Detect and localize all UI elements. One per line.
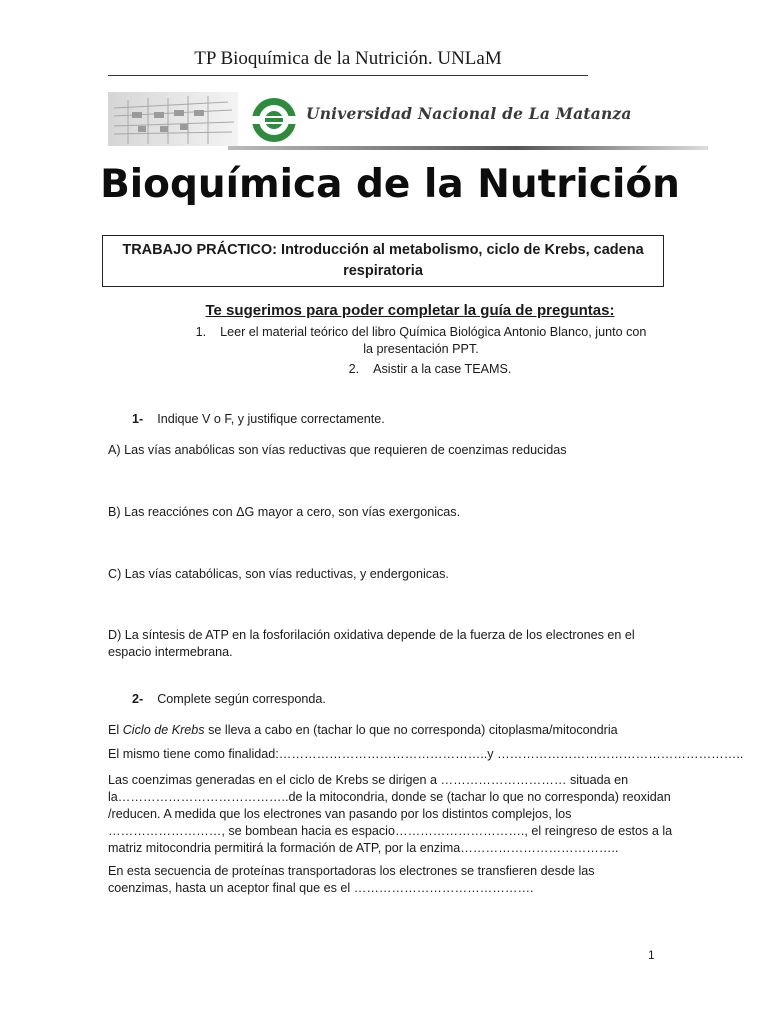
- fill-paragraph-4: [108, 863, 668, 897]
- statement-b: B) Las reacciónes con ΔG mayor a cero, son vías exergonicas.: [108, 505, 461, 519]
- running-header: TP Bioquímica de la Nutrición. UNLaM: [194, 48, 502, 69]
- page-title: Bioquímica de la Nutrición: [100, 162, 680, 207]
- campus-photo: [108, 92, 238, 146]
- statement-d-line-1: D) La síntesis de ATP en la fosforilación oxidativa depende de la fuerza de los electrones en el: [108, 628, 635, 642]
- university-banner: [108, 88, 708, 156]
- question-1-heading: [132, 411, 385, 428]
- p4-line: En esta secuencia de proteínas transportadoras los electrones se transfieren desde las: [108, 864, 595, 878]
- header-divider: [108, 75, 588, 76]
- p3-line: la…………………………………..de la mitocondria, donde se (tachar lo que no corresponda) reoxidan: [108, 790, 671, 804]
- p3-line: matriz mitocondria permitirá la formación de ATP, por la enzima………………………………..: [108, 841, 619, 855]
- question-number: 1-: [132, 412, 144, 426]
- university-name: Universidad Nacional de La Matanza: [306, 104, 632, 123]
- tp-topic-line-2: respiratoria: [343, 263, 423, 279]
- practical-work-box: [102, 235, 664, 287]
- banner-rule: [228, 146, 708, 150]
- suggestion-text-cont: la presentación PPT.: [363, 342, 479, 356]
- suggestion-item-2: [300, 361, 560, 378]
- suggestion-text: Leer el material teórico del libro Química Biológica Antonio Blanco, junto con: [220, 325, 647, 339]
- suggestion-text: Asistir a la case TEAMS.: [373, 362, 512, 376]
- fill-paragraph-3: [108, 772, 673, 857]
- suggestions-title: Te sugerimos para poder completar la guía de preguntas:: [205, 302, 615, 319]
- fill-paragraph-1: [108, 722, 668, 739]
- question-prompt: Indique V o F, y justifique correctamente.: [157, 412, 385, 426]
- suggestion-item-1: [186, 324, 656, 358]
- unlam-logo-icon: [250, 98, 298, 142]
- krebs-term: Ciclo de Krebs: [122, 723, 205, 737]
- tp-label: TRABAJO PRÁCTICO:: [122, 242, 278, 258]
- list-number: 1.: [195, 325, 207, 339]
- p3-line: Las coenzimas generadas en el ciclo de Krebs se dirigen a ………………………… situada en: [108, 773, 629, 787]
- tp-line-1: [103, 240, 663, 261]
- page-number: 1: [648, 948, 655, 962]
- p1-before: El: [108, 723, 123, 737]
- statement-d: [108, 627, 668, 661]
- statement-d-line-2: espacio intermebrana.: [108, 645, 233, 659]
- p3-line: /reducen. A medida que los electrones van pasando por los distintos complejos, los: [108, 807, 572, 821]
- question-prompt: Complete según corresponda.: [157, 692, 326, 706]
- question-number: 2-: [132, 692, 144, 706]
- p3-line: ………………………, se bombean hacia es espacio…………………………., el reingreso de estos a la: [108, 824, 673, 838]
- list-number: 2.: [348, 362, 360, 376]
- fill-paragraph-2: El mismo tiene como finalidad:…………………………………………..y …………………………………………………..: [108, 747, 744, 761]
- statement-c: C) Las vías catabólicas, son vías reductivas, y endergonicas.: [108, 567, 449, 581]
- question-2-heading: [132, 691, 326, 708]
- statement-a: A) Las vías anabólicas son vías reductivas que requieren de coenzimas reducidas: [108, 443, 567, 457]
- p1-after: se lleva a cabo en (tachar lo que no corresponda) citoplasma/mitocondria: [204, 723, 618, 737]
- tp-topic-line-1: Introducción al metabolismo, ciclo de Krebs, cadena: [277, 242, 644, 258]
- p4-line: coenzimas, hasta un aceptor final que es el …………………………………….: [108, 881, 534, 895]
